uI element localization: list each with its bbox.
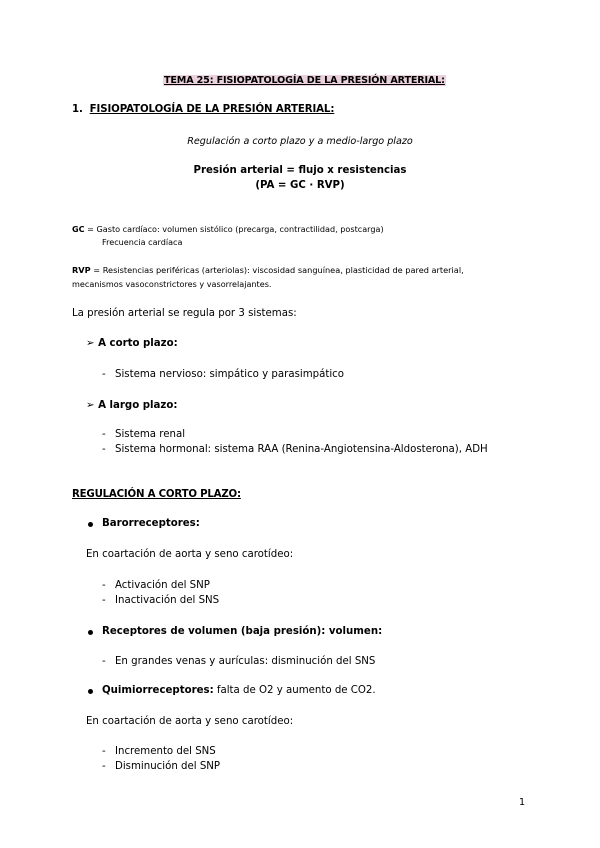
dash-icon: - [102,369,106,380]
subtitle: Regulación a corto plazo y a medio-largo plazo [187,136,413,147]
gc-line-2: Frecuencia cardíaca [102,237,183,247]
section-heading-1 [72,104,334,115]
gc-definition [72,224,384,234]
list-item: Sistema nervioso: simpático y parasimpático [115,369,344,380]
bullet-dot-icon [88,630,93,635]
long-term-heading [86,400,177,411]
quimio-line [102,685,376,696]
dash-icon: - [102,595,106,606]
section-number: 1. [72,104,83,115]
dash-icon: - [102,746,106,757]
quimio-intro: En coartación de aorta y seno carotídeo: [86,716,294,727]
list-item: Sistema renal [115,429,186,440]
quimio-label: Quimiorreceptores: [102,685,214,696]
dash-icon: - [102,444,106,455]
dash-icon: - [102,429,106,440]
page-title: TEMA 25: FISIOPATOLOGÍA DE LA PRESIÓN ARTERIAL: [164,75,445,86]
page-number: 1 [519,797,526,808]
baro-intro: En coartación de aorta y seno carotídeo: [86,549,294,560]
bullet-dot-icon [88,689,93,694]
list-item: Incremento del SNS [115,746,216,757]
long-term-label: A largo plazo: [98,400,178,411]
arrow-bullet-icon: ➢ [86,400,95,411]
systems-intro: La presión arterial se regula por 3 sistemas: [72,308,297,319]
rvp-label: RVP [72,265,91,275]
volume-label: Receptores de volumen (baja presión): volumen: [102,626,383,637]
gc-label: GC [72,224,85,234]
dash-icon: - [102,580,106,591]
list-item: Disminución del SNP [115,761,221,772]
gc-text: = Gasto cardíaco: volumen sistólico (precarga, contractilidad, postcarga) [84,224,384,234]
rvp-line-1: = Resistencias periféricas (arteriolas): viscosidad sanguínea, plasticidad de pared arterial, [90,265,464,275]
formula-line-1: Presión arterial = flujo x resistencias [193,165,407,176]
rvp-definition [72,265,544,275]
formula-line-2: (PA = GC · RVP) [255,180,345,191]
rvp-line-2: mecanismos vasoconstrictores y vasorrelajantes. [72,279,272,289]
quimio-text: falta de O2 y aumento de CO2. [213,685,376,696]
baro-label: Barorreceptores: [102,518,200,529]
short-term-label: A corto plazo: [98,338,178,349]
section-heading-2: REGULACIÓN A CORTO PLAZO: [72,489,241,500]
dash-icon: - [102,656,106,667]
arrow-bullet-icon: ➢ [86,338,95,349]
list-item: Inactivación del SNS [115,595,220,606]
list-item: En grandes venas y aurículas: disminución del SNS [115,656,376,667]
bullet-dot-icon [88,522,93,527]
list-item: Activación del SNP [115,580,210,591]
section-heading-text: FISIOPATOLOGÍA DE LA PRESIÓN ARTERIAL: [89,104,335,115]
short-term-heading [86,338,178,349]
list-item: Sistema hormonal: sistema RAA (Renina-Angiotensina-Aldosterona), ADH [115,444,488,455]
dash-icon: - [102,761,106,772]
